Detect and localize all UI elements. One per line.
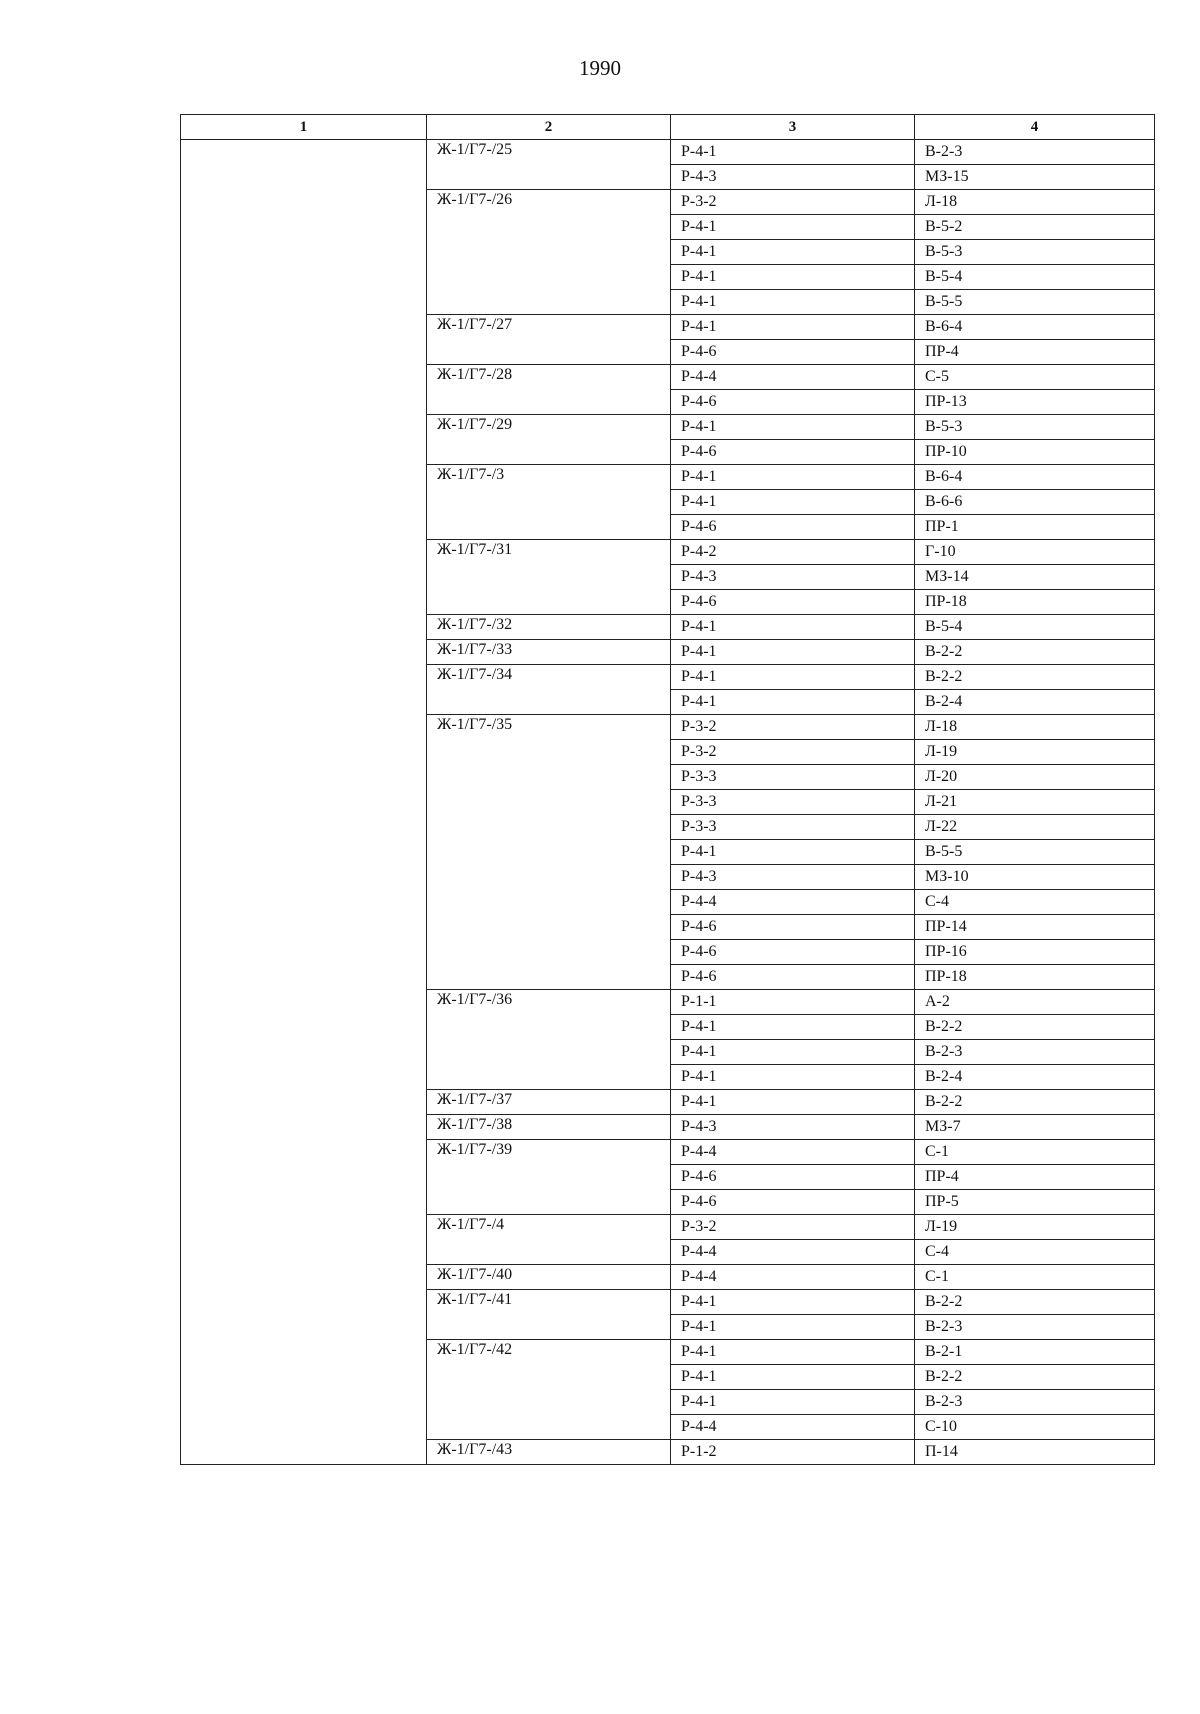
object-code-cell: Ж-1/Г7-/31 (427, 540, 671, 615)
item-code-cell: В-5-5 (915, 840, 1155, 865)
section-code-cell: Р-3-2 (671, 190, 915, 215)
section-code-cell: Р-4-6 (671, 1190, 915, 1215)
section-code-cell: Р-4-3 (671, 565, 915, 590)
section-code-cell: Р-4-3 (671, 865, 915, 890)
section-code-cell: Р-4-1 (671, 640, 915, 665)
section-code-cell: Р-4-1 (671, 1340, 915, 1365)
object-code-cell: Ж-1/Г7-/4 (427, 1215, 671, 1265)
object-code-cell: Ж-1/Г7-/37 (427, 1090, 671, 1115)
column-1-cell (181, 140, 427, 1465)
item-code-cell: В-2-3 (915, 1315, 1155, 1340)
section-code-cell: Р-4-3 (671, 165, 915, 190)
item-code-cell: В-5-5 (915, 290, 1155, 315)
section-code-cell: Р-4-4 (671, 365, 915, 390)
item-code-cell: В-6-4 (915, 465, 1155, 490)
section-code-cell: Р-4-2 (671, 540, 915, 565)
item-code-cell: С-1 (915, 1265, 1155, 1290)
section-code-cell: Р-4-1 (671, 240, 915, 265)
item-code-cell: С-4 (915, 1240, 1155, 1265)
item-code-cell: С-10 (915, 1415, 1155, 1440)
section-code-cell: Р-4-4 (671, 1240, 915, 1265)
item-code-cell: Л-21 (915, 790, 1155, 815)
item-code-cell: В-5-2 (915, 215, 1155, 240)
section-code-cell: Р-3-3 (671, 815, 915, 840)
table-row (181, 140, 1155, 165)
item-code-cell: ПР-4 (915, 1165, 1155, 1190)
section-code-cell: Р-4-1 (671, 1015, 915, 1040)
object-code-cell: Ж-1/Г7-/40 (427, 1265, 671, 1290)
item-code-cell: ПР-18 (915, 590, 1155, 615)
section-code-cell: Р-4-1 (671, 1290, 915, 1315)
object-code-cell: Ж-1/Г7-/34 (427, 665, 671, 715)
item-code-cell: Г-10 (915, 540, 1155, 565)
section-code-cell: Р-4-1 (671, 140, 915, 165)
object-code-cell: Ж-1/Г7-/28 (427, 365, 671, 415)
table-body (181, 140, 1155, 1465)
column-header-1: 1 (181, 115, 427, 140)
section-code-cell: Р-4-1 (671, 415, 915, 440)
item-code-cell: МЗ-10 (915, 865, 1155, 890)
page-number: 1990 (579, 56, 621, 80)
section-code-cell: Р-4-6 (671, 1165, 915, 1190)
item-code-cell: Л-19 (915, 740, 1155, 765)
section-code-cell: Р-4-1 (671, 265, 915, 290)
item-code-cell: В-2-2 (915, 640, 1155, 665)
item-code-cell: В-2-4 (915, 690, 1155, 715)
column-header-4: 4 (915, 115, 1155, 140)
item-code-cell: А-2 (915, 990, 1155, 1015)
item-code-cell: С-5 (915, 365, 1155, 390)
item-code-cell: П-14 (915, 1440, 1155, 1465)
object-code-cell: Ж-1/Г7-/25 (427, 140, 671, 190)
section-code-cell: Р-4-1 (671, 690, 915, 715)
item-code-cell: ПР-10 (915, 440, 1155, 465)
section-code-cell: Р-4-4 (671, 1140, 915, 1165)
section-code-cell: Р-4-6 (671, 590, 915, 615)
item-code-cell: ПР-1 (915, 515, 1155, 540)
object-code-cell: Ж-1/Г7-/38 (427, 1115, 671, 1140)
item-code-cell: С-1 (915, 1140, 1155, 1165)
item-code-cell: В-2-3 (915, 140, 1155, 165)
item-code-cell: В-2-4 (915, 1065, 1155, 1090)
item-code-cell: МЗ-15 (915, 165, 1155, 190)
column-header-2: 2 (427, 115, 671, 140)
object-code-cell: Ж-1/Г7-/42 (427, 1340, 671, 1440)
column-header-3: 3 (671, 115, 915, 140)
section-code-cell: Р-4-6 (671, 390, 915, 415)
item-code-cell: ПР-13 (915, 390, 1155, 415)
section-code-cell: Р-3-3 (671, 790, 915, 815)
item-code-cell: В-2-3 (915, 1390, 1155, 1415)
object-code-cell: Ж-1/Г7-/41 (427, 1290, 671, 1340)
object-code-cell: Ж-1/Г7-/35 (427, 715, 671, 990)
section-code-cell: Р-4-1 (671, 1390, 915, 1415)
section-code-cell: Р-4-1 (671, 1065, 915, 1090)
item-code-cell: В-6-6 (915, 490, 1155, 515)
section-code-cell: Р-4-3 (671, 1115, 915, 1140)
section-code-cell: Р-4-1 (671, 490, 915, 515)
section-code-cell: Р-4-6 (671, 965, 915, 990)
item-code-cell: ПР-4 (915, 340, 1155, 365)
section-code-cell: Р-4-4 (671, 890, 915, 915)
object-code-cell: Ж-1/Г7-/29 (427, 415, 671, 465)
section-code-cell: Р-4-1 (671, 465, 915, 490)
item-code-cell: В-5-4 (915, 615, 1155, 640)
section-code-cell: Р-4-1 (671, 1315, 915, 1340)
item-code-cell: В-2-1 (915, 1340, 1155, 1365)
section-code-cell: Р-4-6 (671, 515, 915, 540)
item-code-cell: С-4 (915, 890, 1155, 915)
item-code-cell: Л-18 (915, 190, 1155, 215)
item-code-cell: В-2-2 (915, 1090, 1155, 1115)
section-code-cell: Р-1-1 (671, 990, 915, 1015)
section-code-cell: Р-3-3 (671, 765, 915, 790)
section-code-cell: Р-4-6 (671, 440, 915, 465)
object-code-cell: Ж-1/Г7-/3 (427, 465, 671, 540)
section-code-cell: Р-3-2 (671, 1215, 915, 1240)
section-code-cell: Р-4-1 (671, 215, 915, 240)
object-code-cell: Ж-1/Г7-/32 (427, 615, 671, 640)
section-code-cell: Р-4-1 (671, 1090, 915, 1115)
section-code-cell: Р-4-1 (671, 315, 915, 340)
item-code-cell: В-5-3 (915, 240, 1155, 265)
item-code-cell: ПР-14 (915, 915, 1155, 940)
item-code-cell: Л-19 (915, 1215, 1155, 1240)
section-code-cell: Р-4-4 (671, 1265, 915, 1290)
section-code-cell: Р-4-6 (671, 915, 915, 940)
item-code-cell: МЗ-14 (915, 565, 1155, 590)
section-code-cell: Р-3-2 (671, 740, 915, 765)
section-code-cell: Р-1-2 (671, 1440, 915, 1465)
item-code-cell: ПР-16 (915, 940, 1155, 965)
section-code-cell: Р-4-1 (671, 1365, 915, 1390)
section-code-cell: Р-4-6 (671, 340, 915, 365)
item-code-cell: В-5-3 (915, 415, 1155, 440)
item-code-cell: В-2-2 (915, 1015, 1155, 1040)
item-code-cell: МЗ-7 (915, 1115, 1155, 1140)
item-code-cell: В-6-4 (915, 315, 1155, 340)
section-code-cell: Р-3-2 (671, 715, 915, 740)
section-code-cell: Р-4-6 (671, 940, 915, 965)
item-code-cell: В-2-2 (915, 1365, 1155, 1390)
data-table (180, 114, 1155, 1465)
object-code-cell: Ж-1/Г7-/26 (427, 190, 671, 315)
item-code-cell: В-2-2 (915, 665, 1155, 690)
item-code-cell: В-2-2 (915, 1290, 1155, 1315)
section-code-cell: Р-4-1 (671, 840, 915, 865)
item-code-cell: В-5-4 (915, 265, 1155, 290)
section-code-cell: Р-4-1 (671, 1040, 915, 1065)
item-code-cell: ПР-5 (915, 1190, 1155, 1215)
section-code-cell: Р-4-1 (671, 665, 915, 690)
section-code-cell: Р-4-4 (671, 1415, 915, 1440)
section-code-cell: Р-4-1 (671, 290, 915, 315)
item-code-cell: Л-18 (915, 715, 1155, 740)
object-code-cell: Ж-1/Г7-/33 (427, 640, 671, 665)
object-code-cell: Ж-1/Г7-/36 (427, 990, 671, 1090)
object-code-cell: Ж-1/Г7-/39 (427, 1140, 671, 1215)
item-code-cell: Л-20 (915, 765, 1155, 790)
item-code-cell: Л-22 (915, 815, 1155, 840)
item-code-cell: В-2-3 (915, 1040, 1155, 1065)
object-code-cell: Ж-1/Г7-/43 (427, 1440, 671, 1465)
section-code-cell: Р-4-1 (671, 615, 915, 640)
header-row (181, 115, 1155, 140)
object-code-cell: Ж-1/Г7-/27 (427, 315, 671, 365)
item-code-cell: ПР-18 (915, 965, 1155, 990)
